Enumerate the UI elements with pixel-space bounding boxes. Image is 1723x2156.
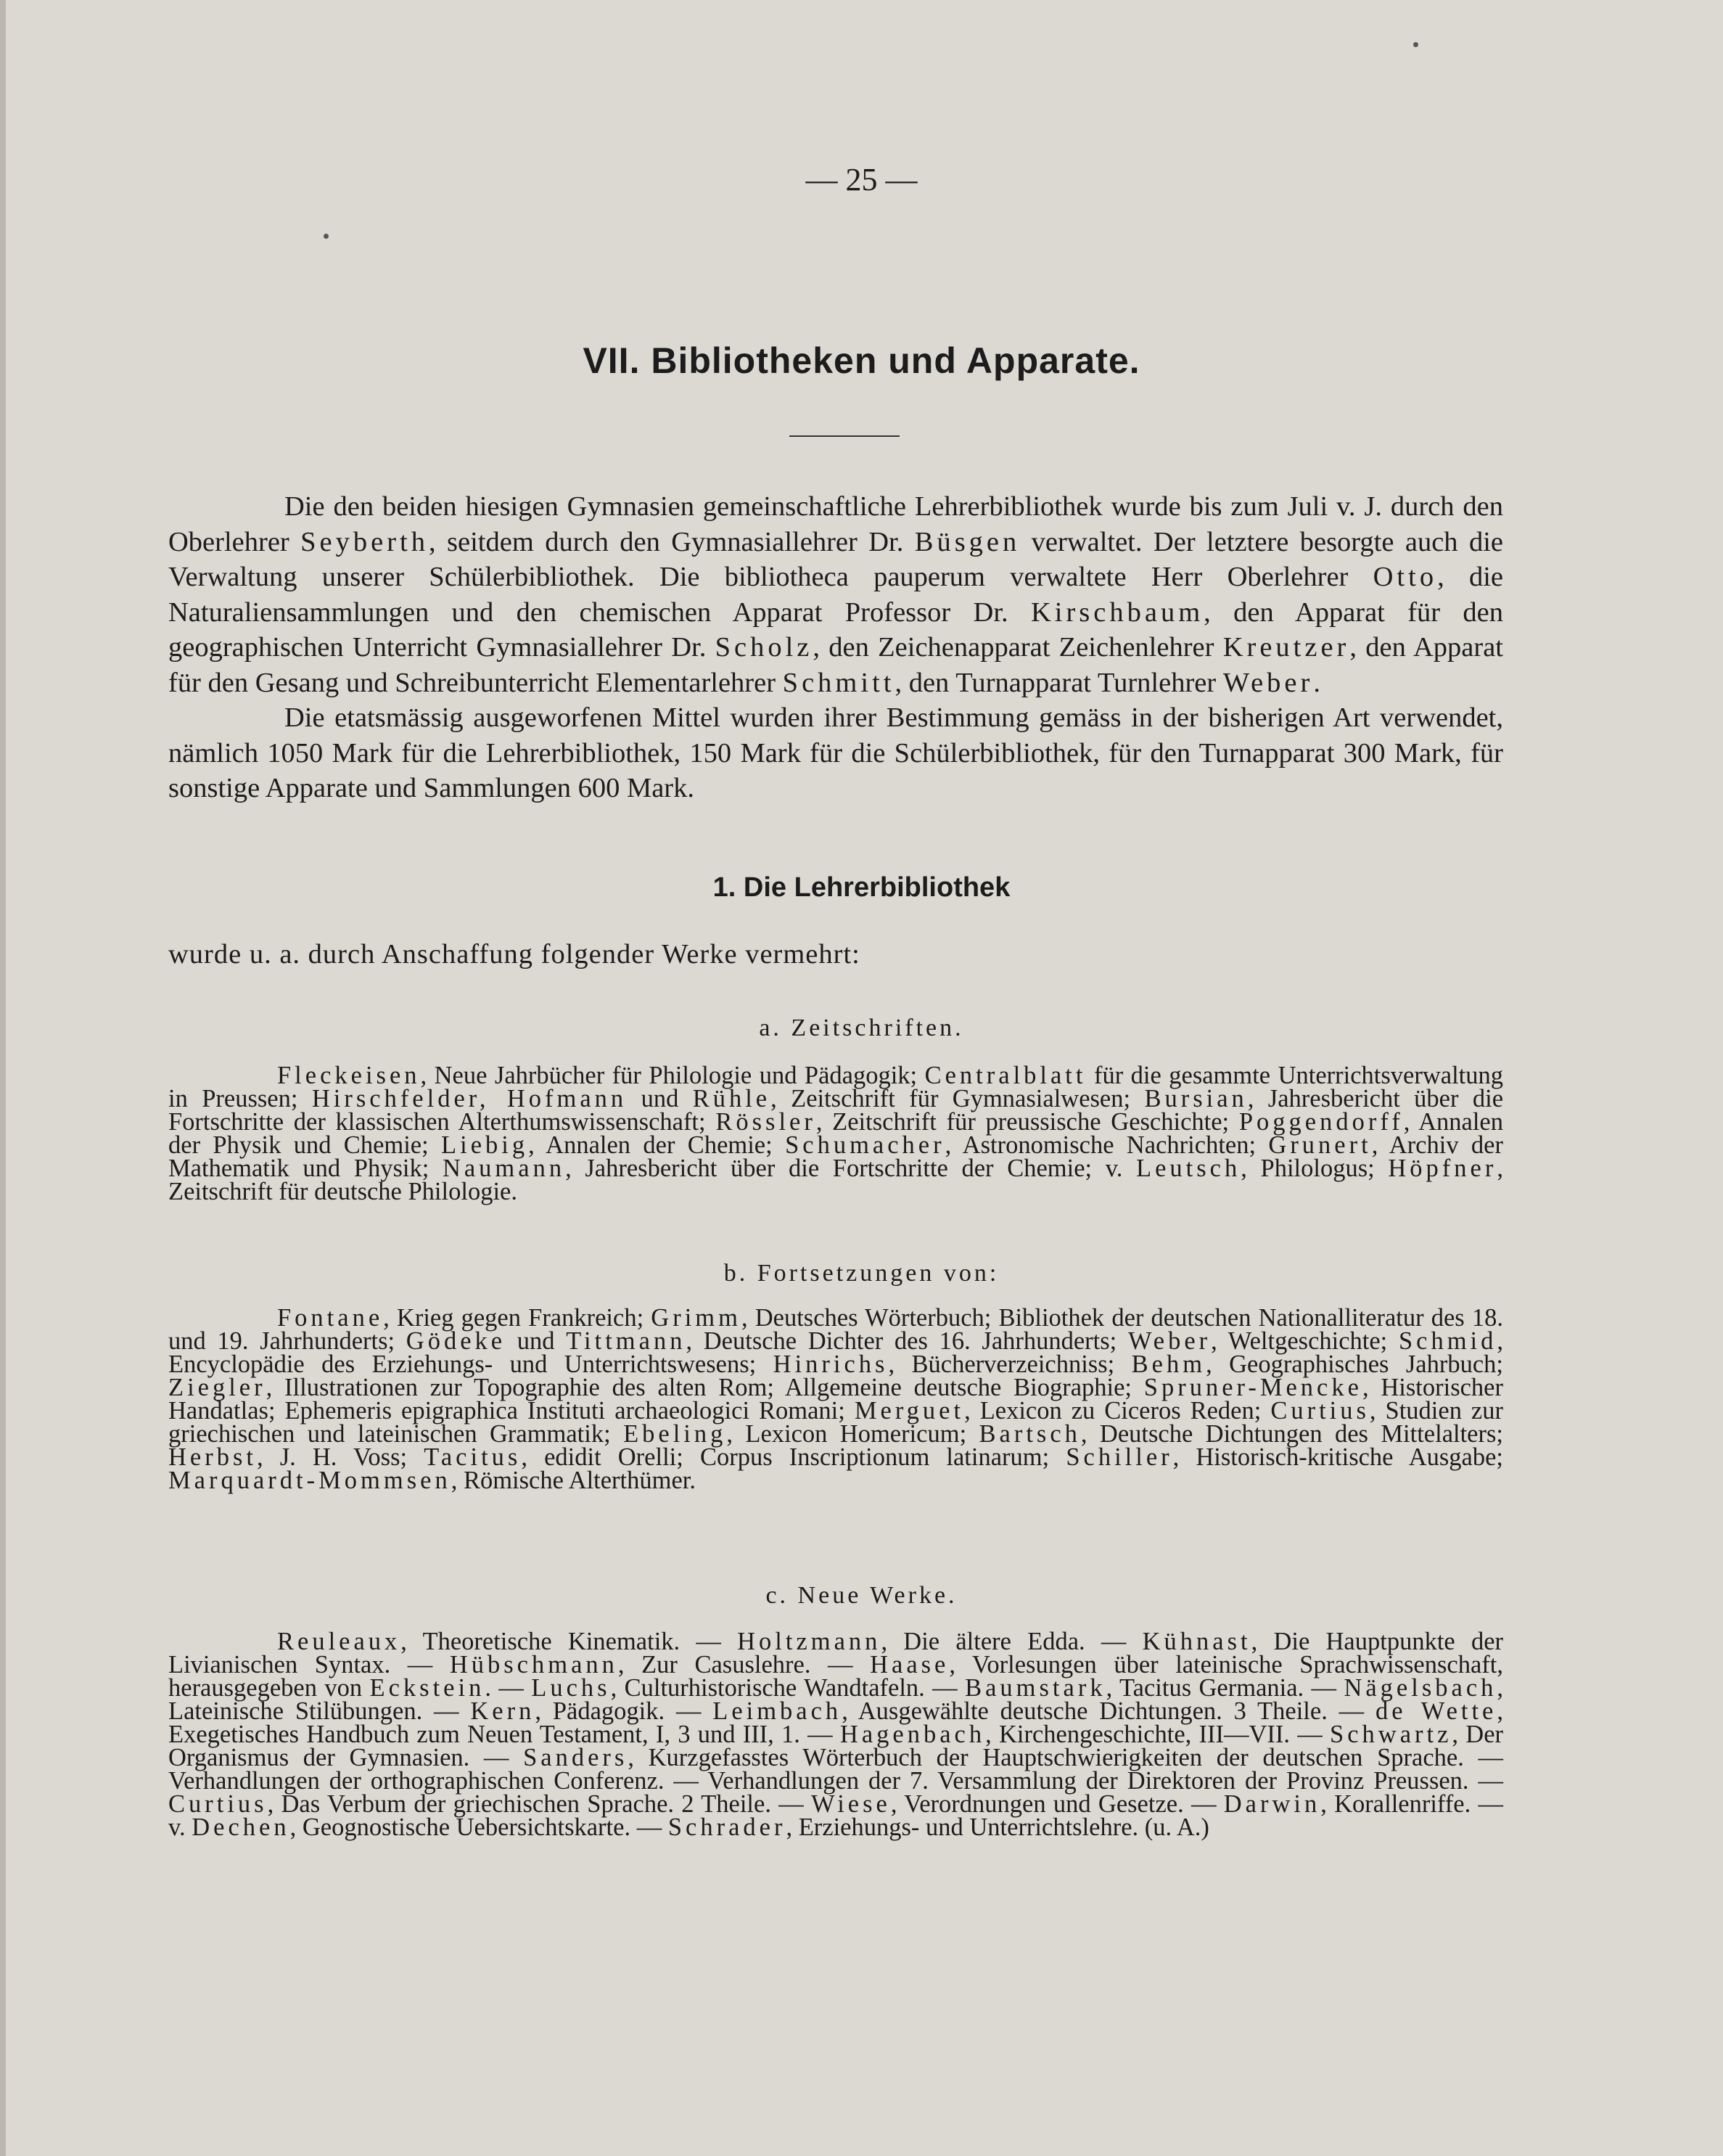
section-title: 1. Die Lehrerbibliothek (712, 872, 1011, 903)
paper-speck (1413, 42, 1418, 47)
chapter-heading: VII. Bibliotheken und Apparate. (583, 340, 1140, 381)
subsection-b-label: b. Fortsetzungen von: (723, 1260, 1000, 1287)
subsection-a-label: a. Zeitschriften. (759, 1015, 964, 1041)
paper-speck (324, 234, 329, 239)
intro-paragraph-1: Die den beiden hiesigen Gymnasien gemeinschaftliche Lehrerbibliothek wurde bis zum Juli v. J. durch den Oberlehrer Seyberth, seitdem durch den Gymnasiallehrer Dr. Büsgen verwaltet. Der letztere besorgte auch die Verwaltung unserer Schülerbibliothek. Die bibliotheca pauperum verwaltete Herr Oberlehrer Otto, die Naturaliensammlungen und den chemischen Apparat Professor Dr. Kirschbaum, den Apparat für den geographischen Unterricht Gymnasiallehrer Dr. Scholz, den Zeichenapparat Zeichenlehrer Kreutzer, den Apparat für den Gesang und Schreibunterricht Elementarlehrer Schmitt, den Turnapparat Turnlehrer Weber. (168, 491, 1504, 698)
page-number: — 25 — (805, 162, 918, 197)
intro-section (168, 489, 1503, 806)
subsection-a (168, 1064, 1503, 1203)
heading-rule (789, 435, 900, 437)
subsection-c-label: c. Neue Werke. (765, 1582, 958, 1609)
new-works-list: Reuleaux, Theoretische Kinematik. — Holtzmann, Die ältere Edda. — Kühnast, Die Hauptpunkte der Livianischen Syntax. — Hübschmann, Zur Casuslehre. — Haase, Vorlesungen über lateinische Sprachwissenschaft, herausgegeben von Eckstein. — Luchs, Culturhistorische Wandtafeln. — Baumstark, Tacitus Germania. — Nägelsbach, Lateinische Stilübungen. — Kern, Pädagogik. — Leimbach, Ausgewählte deutsche Dichtungen. 3 Theile. — de Wette, Exegetisches Handbuch zum Neuen Testament, I, 3 und III, 1. — Hagenbach, Kirchengeschichte, III—VII. — Schwartz, Der Organismus der Gymnasien. — Sanders, Kurzgefasstes Wörterbuch der Hauptschwierigkeiten der deutschen Sprache. — Verhandlungen der orthographischen Conferenz. — Verhandlungen der 7. Versammlung der Direktoren der Provinz Preussen. — Curtius, Das Verbum der griechischen Sprache. 2 Theile. — Wiese, Verordnungen und Gesetze. — Darwin, Korallenriffe. — v. Dechen, Geognostische Uebersichtskarte. — Schrader, Erziehungs- und Unterrichtslehre. (u. A.) (168, 1628, 1504, 1841)
section-intro-line: wurde u. a. durch Anschaffung folgender Werke vermehrt: (168, 939, 860, 970)
continuations-list: Fontane, Krieg gegen Frankreich; Grimm, Deutsches Wörterbuch; Bibliothek der deutschen Nationalliteratur des 18. und 19. Jahrhunderts; Gödeke und Tittmann, Deutsche Dichter des 16. Jahrhunderts; Weber, Weltgeschichte; Schmid, Encyclopädie des Erziehungs- und Unterrichtswesens; Hinrichs, Bücherverzeichniss; Behm, Geographisches Jahrbuch; Ziegler, Illustrationen zur Topographie des alten Rom; Allgemeine deutsche Biographie; Spruner-Mencke, Historischer Handatlas; Ephemeris epigraphica Instituti archaeologici Romani; Merguet, Lexicon zu Ciceros Reden; Curtius, Studien zur griechischen und lateinischen Grammatik; Ebeling, Lexicon Homericum; Bartsch, Deutsche Dichtungen des Mittelalters; Herbst, J. H. Voss; Tacitus, edidit Orelli; Corpus Inscriptionum latinarum; Schiller, Historisch-kritische Ausgabe; Marquardt-Mommsen, Römische Alterthümer. (168, 1304, 1504, 1494)
subsection-c (168, 1630, 1503, 1839)
intro-paragraph-2: Die etatsmässig ausgeworfenen Mittel wurden ihrer Bestimmung gemäss in der bisherigen Art verwendet, nämlich 1050 Mark für die Lehrerbibliothek, 150 Mark für die Schülerbibliothek, für den Turnapparat 300 Mark, für sonstige Apparate und Sammlungen 600 Mark. (168, 702, 1503, 803)
periodicals-list: Fleckeisen, Neue Jahrbücher für Philologie und Pädagogik; Centralblatt für die gesammte Unterrichtsverwaltung in Preussen; Hirschfelder, Hofmann und Rühle, Zeitschrift für Gymnasialwesen; Bursian, Jahresbericht über die Fortschritte der klassischen Alterthumswissenschaft; Rössler, Zeitschrift für preussische Geschichte; Poggendorff, Annalen der Physik und Chemie; Liebig, Annalen der Chemie; Schumacher, Astronomische Nachrichten; Grunert, Archiv der Mathematik und Physik; Naumann, Jahresbericht über die Fortschritte der Chemie; v. Leutsch, Philologus; Höpfner, Zeitschrift für deutsche Philologie. (168, 1062, 1504, 1205)
subsection-b (168, 1306, 1503, 1492)
page-edge-shadow (0, 0, 6, 2156)
